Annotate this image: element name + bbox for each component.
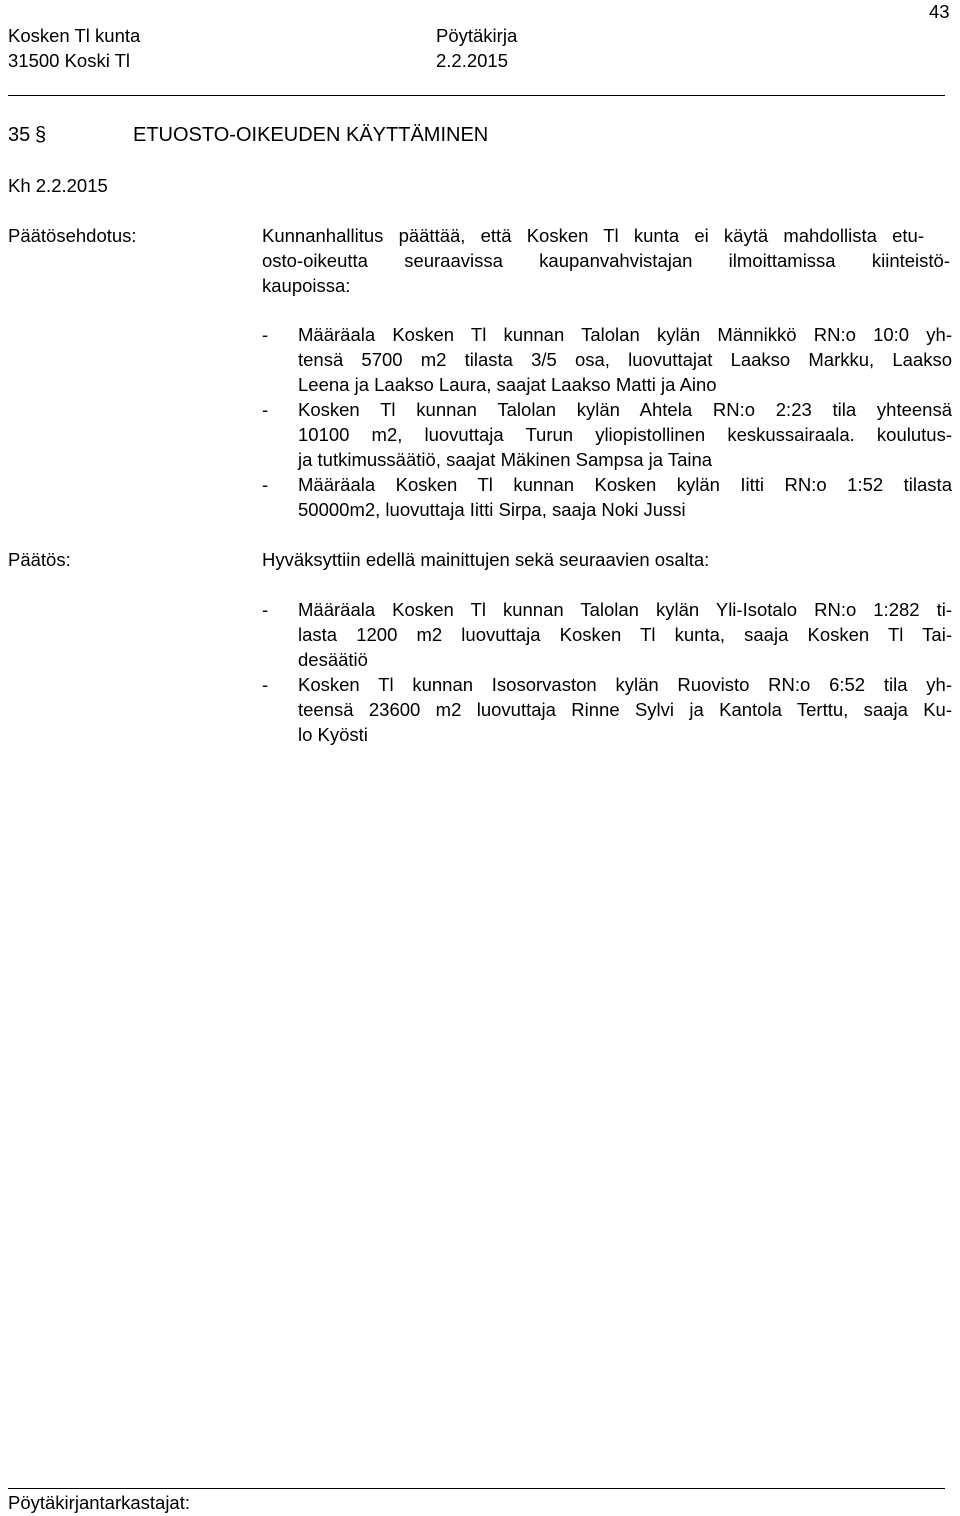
header-doc-type: Pöytäkirja [436,25,518,46]
list-dash: - [262,324,269,345]
list-dash: - [262,599,269,620]
header-municipality: Kosken Tl kunta [8,25,141,46]
proposal-intro-line: osto-oikeutta seuraavissa kaupanvahvistajan ilmoittamissa kiinteistö- [262,250,950,271]
page-number-label: 43 [929,1,950,22]
proposal-label: Päätösehdotus: [8,225,137,246]
list-item-line: lasta 1200 m2 luovuttaja Kosken Tl kunta, saaja Kosken Tl Tai- [298,624,952,645]
list-item-line: Määräala Kosken Tl kunnan Talolan kylän Männikkö RN:o 10:0 yh- [298,324,952,345]
list-item-line: tensä 5700 m2 tilasta 3/5 osa, luovuttajat Laakso Markku, Laakso [298,349,952,370]
header-rule [8,95,945,96]
list-dash: - [262,399,269,420]
list-item-line: desäätiö [298,649,368,670]
section-title: ETUOSTO-OIKEUDEN KÄYTTÄMINEN [133,124,489,146]
list-dash: - [262,474,269,495]
list-dash: - [262,674,269,695]
footer-rule [8,1488,945,1489]
section-symbol: § [35,124,47,146]
list-item-line: teensä 23600 m2 luovuttaja Rinne Sylvi ja Kantola Terttu, saaja Ku- [298,699,952,720]
list-item-line: Määräala Kosken Tl kunnan Kosken kylän Iitti RN:o 1:52 tilasta [298,474,952,495]
list-item-line: ja tutkimussäätiö, saajat Mäkinen Sampsa ja Taina [298,449,713,470]
proposal-intro-line: Kunnanhallitus päättää, että Kosken Tl kunta ei käytä mahdollista etu- [262,225,924,246]
proposal-intro-line: kaupoissa: [262,275,351,296]
meeting-reference: Kh 2.2.2015 [8,175,108,196]
header-date: 2.2.2015 [436,50,509,71]
decision-label: Päätös: [8,549,71,570]
section-number: 35 [8,124,31,146]
decision-intro: Hyväksyttiin edellä mainittujen sekä seuraavien osalta: [262,549,710,570]
list-item-line: lo Kyösti [298,724,368,745]
list-item-line: Kosken Tl kunnan Talolan kylän Ahtela RN:o 2:23 tila yhteensä [298,399,952,420]
list-item-line: Kosken Tl kunnan Isosorvaston kylän Ruovisto RN:o 6:52 tila yh- [298,674,952,695]
header-address: 31500 Koski Tl [8,50,131,71]
list-item-line: Leena ja Laakso Laura, saajat Laakso Matti ja Aino [298,374,717,395]
list-item-line: 10100 m2, luovuttaja Turun yliopistollinen keskussairaala. koulutus- [298,424,952,445]
list-item-line: 50000m2, luovuttaja Iitti Sirpa, saaja Noki Jussi [298,499,686,520]
footer-label: Pöytäkirjantarkastajat: [8,1492,191,1513]
list-item-line: Määräala Kosken Tl kunnan Talolan kylän Yli-Isotalo RN:o 1:282 ti- [298,599,952,620]
